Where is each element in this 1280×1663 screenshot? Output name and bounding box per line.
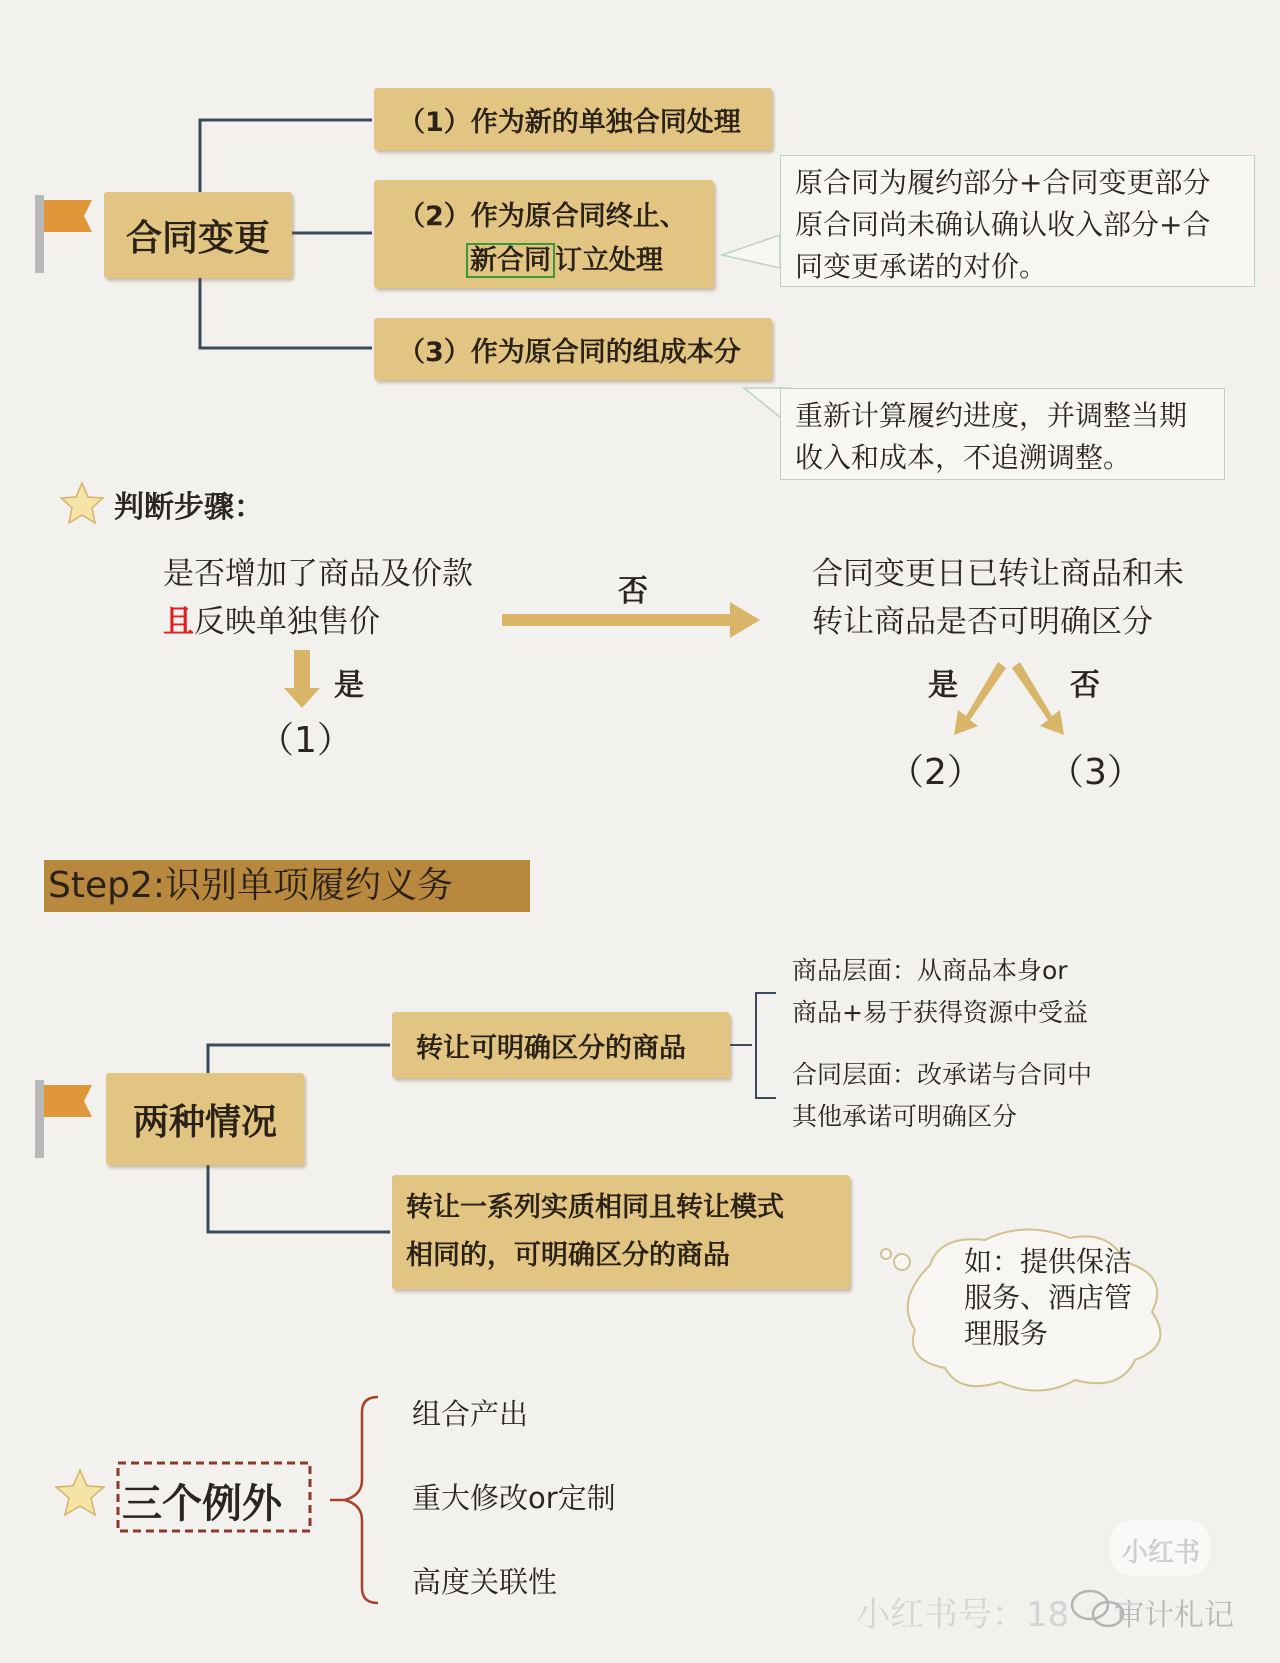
label-no-1: 否 xyxy=(618,574,648,609)
question-2-line2: 转让商品是否可明确区分 xyxy=(812,604,1153,640)
exception-item: 高度关联性 xyxy=(412,1565,558,1599)
cloud-line: 理服务 xyxy=(964,1317,1049,1350)
cloud-text xyxy=(964,1244,1132,1352)
question-2 xyxy=(812,550,1184,646)
question-1-line2 xyxy=(163,598,473,646)
branch2-line: 相同的，可明确区分的商品 xyxy=(406,1240,730,1271)
result-2: （2） xyxy=(888,752,983,793)
detail-line: 其他承诺可明确区分 xyxy=(792,1102,1018,1131)
detail-line: 合同层面：改承诺与合同中 xyxy=(792,1060,1093,1089)
label-yes-1: 是 xyxy=(334,668,364,703)
watermark-account: 小红书号：18 xyxy=(856,1595,1070,1635)
result-3: （3） xyxy=(1048,752,1143,793)
exception-item: 重大修改or定制 xyxy=(412,1481,616,1515)
branch2-line: 转让一系列实质相同且转让模式 xyxy=(406,1192,784,1223)
note-box-2 xyxy=(780,388,1225,480)
exceptions-title: 三个例外 xyxy=(122,1481,282,1527)
result-1: （1） xyxy=(258,720,353,761)
question-2-line1: 合同变更日已转让商品和未 xyxy=(812,556,1184,592)
detail-line: 商品+易于获得资源中受益 xyxy=(792,998,1088,1027)
branch-node-1: （1）作为新的单独合同处理 xyxy=(374,88,772,150)
steps-heading: 判断步骤： xyxy=(114,490,264,525)
star-icon xyxy=(56,1470,104,1515)
exception-item: 组合产出 xyxy=(412,1397,529,1431)
star-icon xyxy=(61,483,103,523)
note-1-line: 同变更承诺的对价。 xyxy=(795,250,1048,283)
root-node-two-cases: 两种情况 xyxy=(106,1073,304,1165)
branch-node-3: （3）作为原合同的组成本分 xyxy=(374,318,772,380)
emphasis-red: 且 xyxy=(163,604,194,640)
branch-node-2-line1: （2）作为原合同终止、 xyxy=(398,201,687,232)
branch-node-2-line2 xyxy=(466,238,663,277)
highlighted-term: 新合同 xyxy=(466,243,555,278)
cloud-line: 如：提供保洁 xyxy=(964,1245,1133,1278)
watermark-badge: 小红书 xyxy=(1122,1538,1201,1568)
branch-series-goods xyxy=(392,1175,850,1289)
question-1-line2-rest: 反映单独售价 xyxy=(194,604,380,640)
step2-title: Step2:识别单项履约义务 xyxy=(44,860,530,912)
note-2-line: 收入和成本，不追溯调整。 xyxy=(795,441,1132,474)
detail-line: 商品层面：从商品本身or xyxy=(792,956,1068,985)
note-2-line: 重新计算履约进度，并调整当期 xyxy=(795,399,1188,432)
branch-distinct-goods: 转让可明确区分的商品 xyxy=(392,1012,730,1078)
highlighted-term-rest: 订立处理 xyxy=(555,245,663,276)
watermark-name: 审计札记 xyxy=(1114,1598,1234,1633)
question-1 xyxy=(163,550,473,646)
note-box-1 xyxy=(780,155,1255,287)
branch-node-2 xyxy=(374,180,714,288)
question-1-line1: 是否增加了商品及价款 xyxy=(163,556,473,592)
label-no-2: 否 xyxy=(1070,668,1100,703)
flag-icon xyxy=(35,195,92,273)
cloud-line: 服务、酒店管 xyxy=(964,1281,1133,1314)
branch1-details xyxy=(792,950,1092,1138)
root-node-contract-change: 合同变更 xyxy=(104,192,292,278)
label-yes-2: 是 xyxy=(928,668,958,703)
note-1-line: 原合同为履约部分+合同变更部分 xyxy=(795,166,1211,199)
note-1-line: 原合同尚未确认确认收入部分+合 xyxy=(795,208,1211,241)
flag-icon xyxy=(35,1080,92,1158)
